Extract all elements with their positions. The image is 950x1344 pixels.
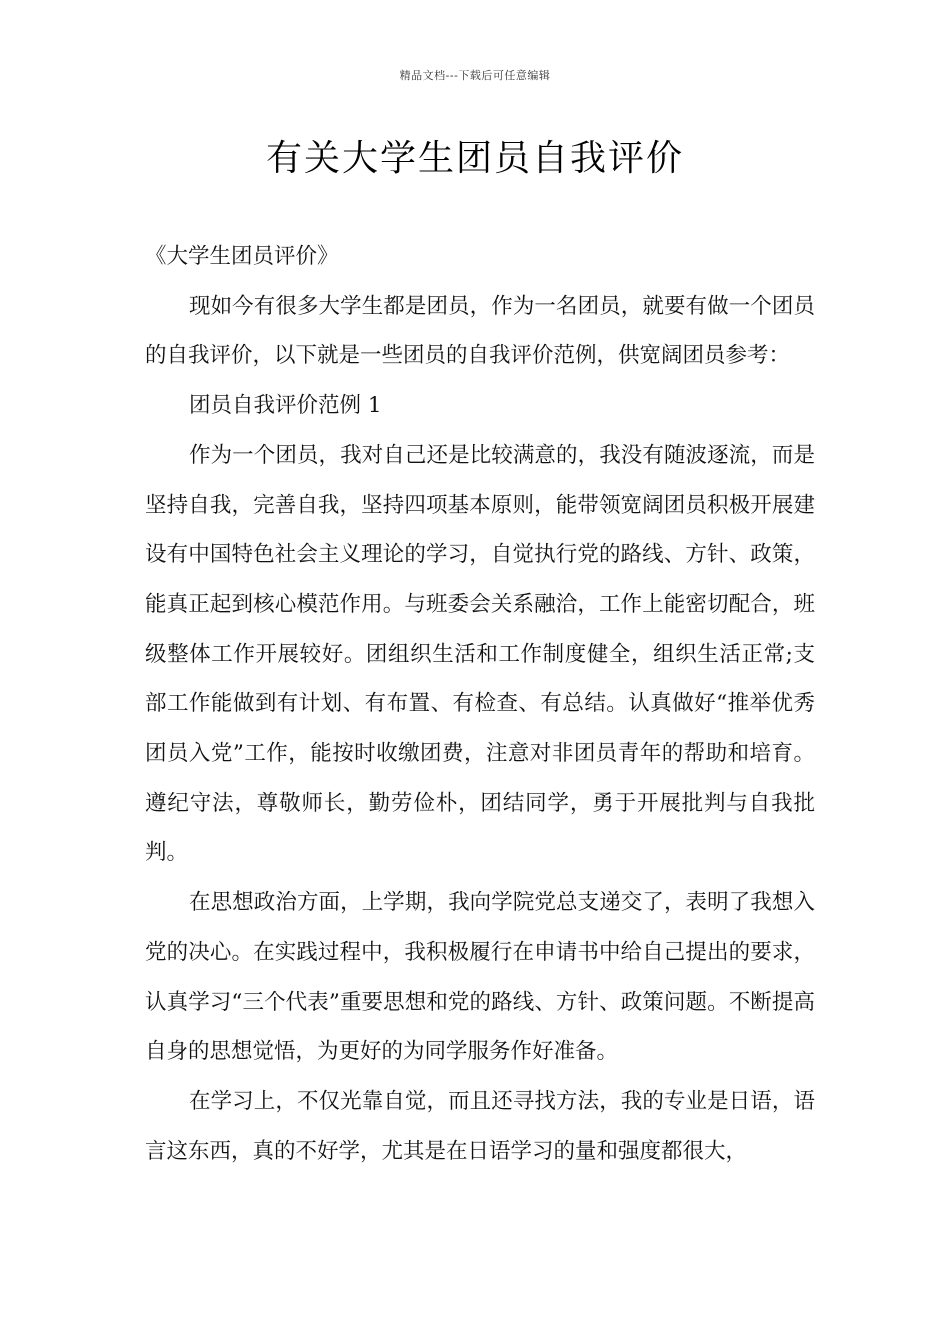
- paragraph-study: 在学习上，不仅光靠自觉，而且还寻找方法，我的专业是日语，语言这东西，真的不好学，尤其是在日语学习的量和强度都很大，: [145, 1088, 815, 1164]
- paragraph-example-1: 作为一个团员，我对自己还是比较满意的，我没有随波逐流，而是坚持自我，完善自我，坚持四项基本原则，能带领宽阔团员积极开展建设有中国特色社会主义理论的学习，自觉执行党的路线、方针、政策，能真正起到核心模范作用。与班委会关系融洽，工作上能密切配合，班级整体工作开展较好。团组织生活和工作制度健全，组织生活正常;支部工作能做到有计划、有布置、有检查、有总结。认真做好“推举优秀团员入党”工作，能按时收缴团费，注意对非团员青年的帮助和培育。遵纪守法，尊敬师长，勤劳俭朴，团结同学，勇于开展批判与自我批判。: [145, 442, 815, 866]
- header-note: 精品文档---下载后可任意编辑: [399, 69, 551, 82]
- paragraph-political: 在思想政治方面，上学期，我向学院党总支递交了，表明了我想入党的决心。在实践过程中，我积极履行在申请书中给自己提出的要求，认真学习“三个代表”重要思想和党的路线、方针、政策问题。不断提高自身的思想觉悟，为更好的为同学服务作好准备。: [145, 890, 815, 1065]
- document-body: [145, 232, 815, 1176]
- document-title: 有关大学生团员自我评价: [265, 138, 684, 179]
- section-heading: 团员自我评价范例 1: [189, 393, 382, 419]
- paragraph-intro: 现如今有很多大学生都是团员，作为一名团员，就要有做一个团员的自我评价，以下就是一些团员的自我评价范例，供宽阔团员参考：: [145, 293, 815, 369]
- document-subtitle: 《大学生团员评价》: [145, 244, 339, 269]
